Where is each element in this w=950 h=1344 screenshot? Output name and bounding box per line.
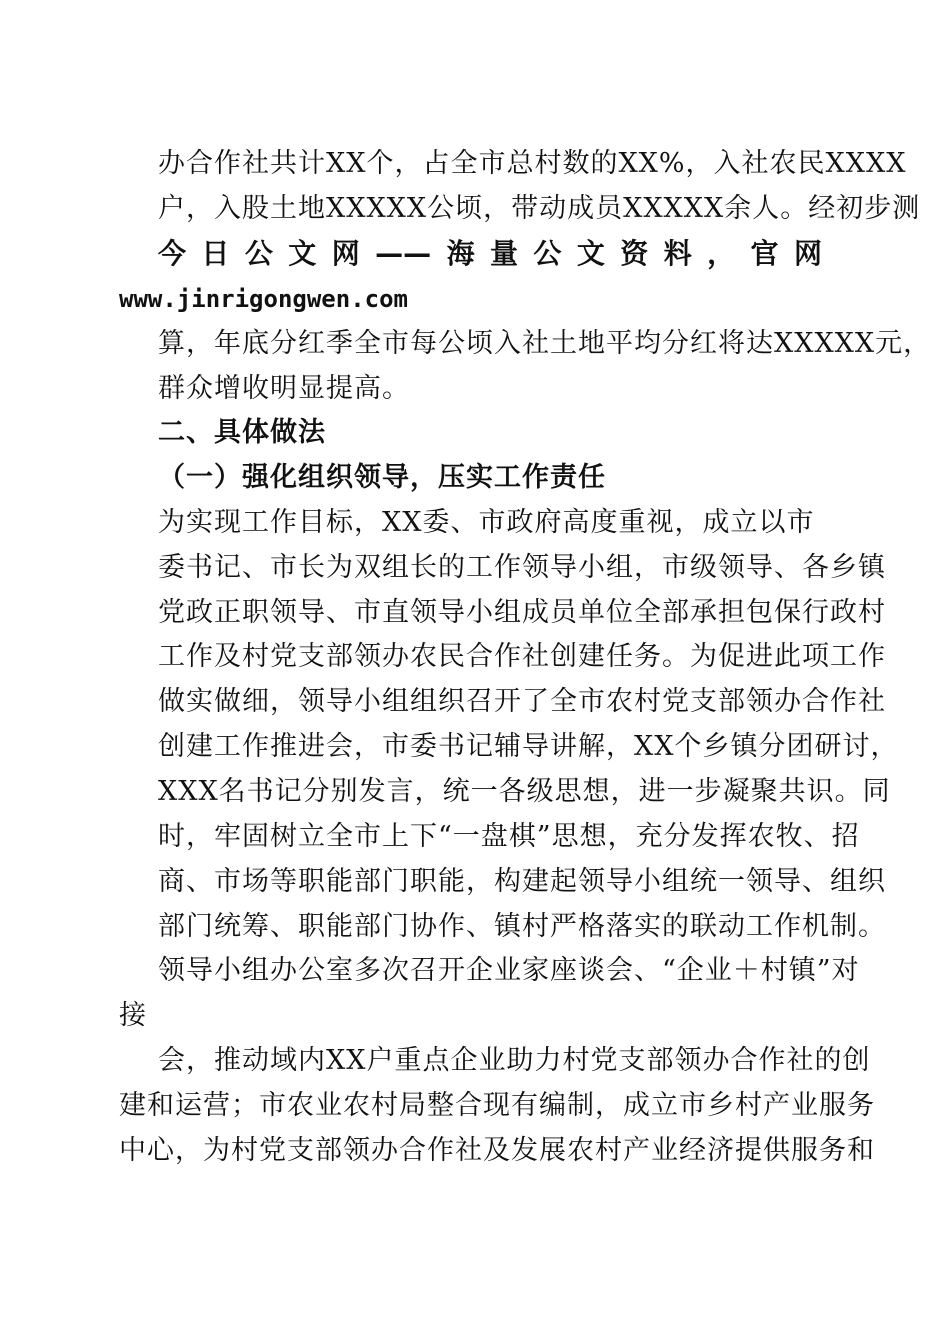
body-text-line: 做实做细，领导小组组织召开了全市农村党支部领办合作社 (158, 686, 886, 717)
body-text-line: 时，牢固树立全市上下“一盘棋”思想，充分发挥农牧、招 (158, 821, 860, 852)
section-heading: 二、具体做法 (158, 417, 326, 448)
subsection-heading: （一）强化组织领导，压实工作责任 (158, 462, 606, 493)
body-text-line: 办合作社共计XX个，占全市总村数的XX%，入社农民XXXX (158, 148, 907, 179)
body-text-line: 商、市场等职能部门职能，构建起领导小组统一领导、组织 (158, 866, 886, 897)
body-text-line: 部门统筹、职能部门协作、镇村严格落实的联动工作机制。 (158, 911, 886, 942)
body-text-line: 群众增收明显提高。 (158, 373, 410, 404)
body-text-line: 建和运营；市农业农村局整合现有编制，成立市乡村产业服务 (119, 1090, 875, 1121)
body-text-line: 党政正职领导、市直领导小组成员单位全部承担包保行政村 (158, 597, 886, 628)
body-text-line: 接 (119, 1000, 147, 1031)
body-text-line: 户，入股土地XXXXX公顷，带动成员XXXXX余人。经初步测 (158, 193, 921, 224)
body-text-line: 会，推动域内XX户重点企业助力村党支部领办合作社的创 (158, 1045, 871, 1076)
body-text-line: 中心，为村党支部领办合作社及发展农村产业经济提供服务和 (119, 1135, 875, 1166)
body-text-line: 为实现工作目标，XX委、市政府高度重视，成立以市 (158, 507, 815, 538)
watermark-banner: 今日公文网——海量公文资料，官网 (158, 237, 822, 270)
body-text-line: 领导小组办公室多次召开企业家座谈会、“企业＋村镇”对 (158, 955, 860, 986)
body-text-line: XXX名书记分别发言，统一各级思想，进一步凝聚共识。同 (158, 776, 891, 807)
body-text-line: 工作及村党支部领办农民合作社创建任务。为促进此项工作 (158, 641, 886, 672)
body-text-line: 委书记、市长为双组长的工作领导小组，市级领导、各乡镇 (158, 552, 886, 583)
body-text-line: 创建工作推进会，市委书记辅导讲解，XX个乡镇分团研讨， (158, 731, 899, 762)
body-text-line: 算，年底分红季全市每公顷入社土地平均分红将达XXXXX元， (158, 328, 932, 359)
website-link[interactable]: www.jinrigongwen.com (119, 285, 408, 313)
